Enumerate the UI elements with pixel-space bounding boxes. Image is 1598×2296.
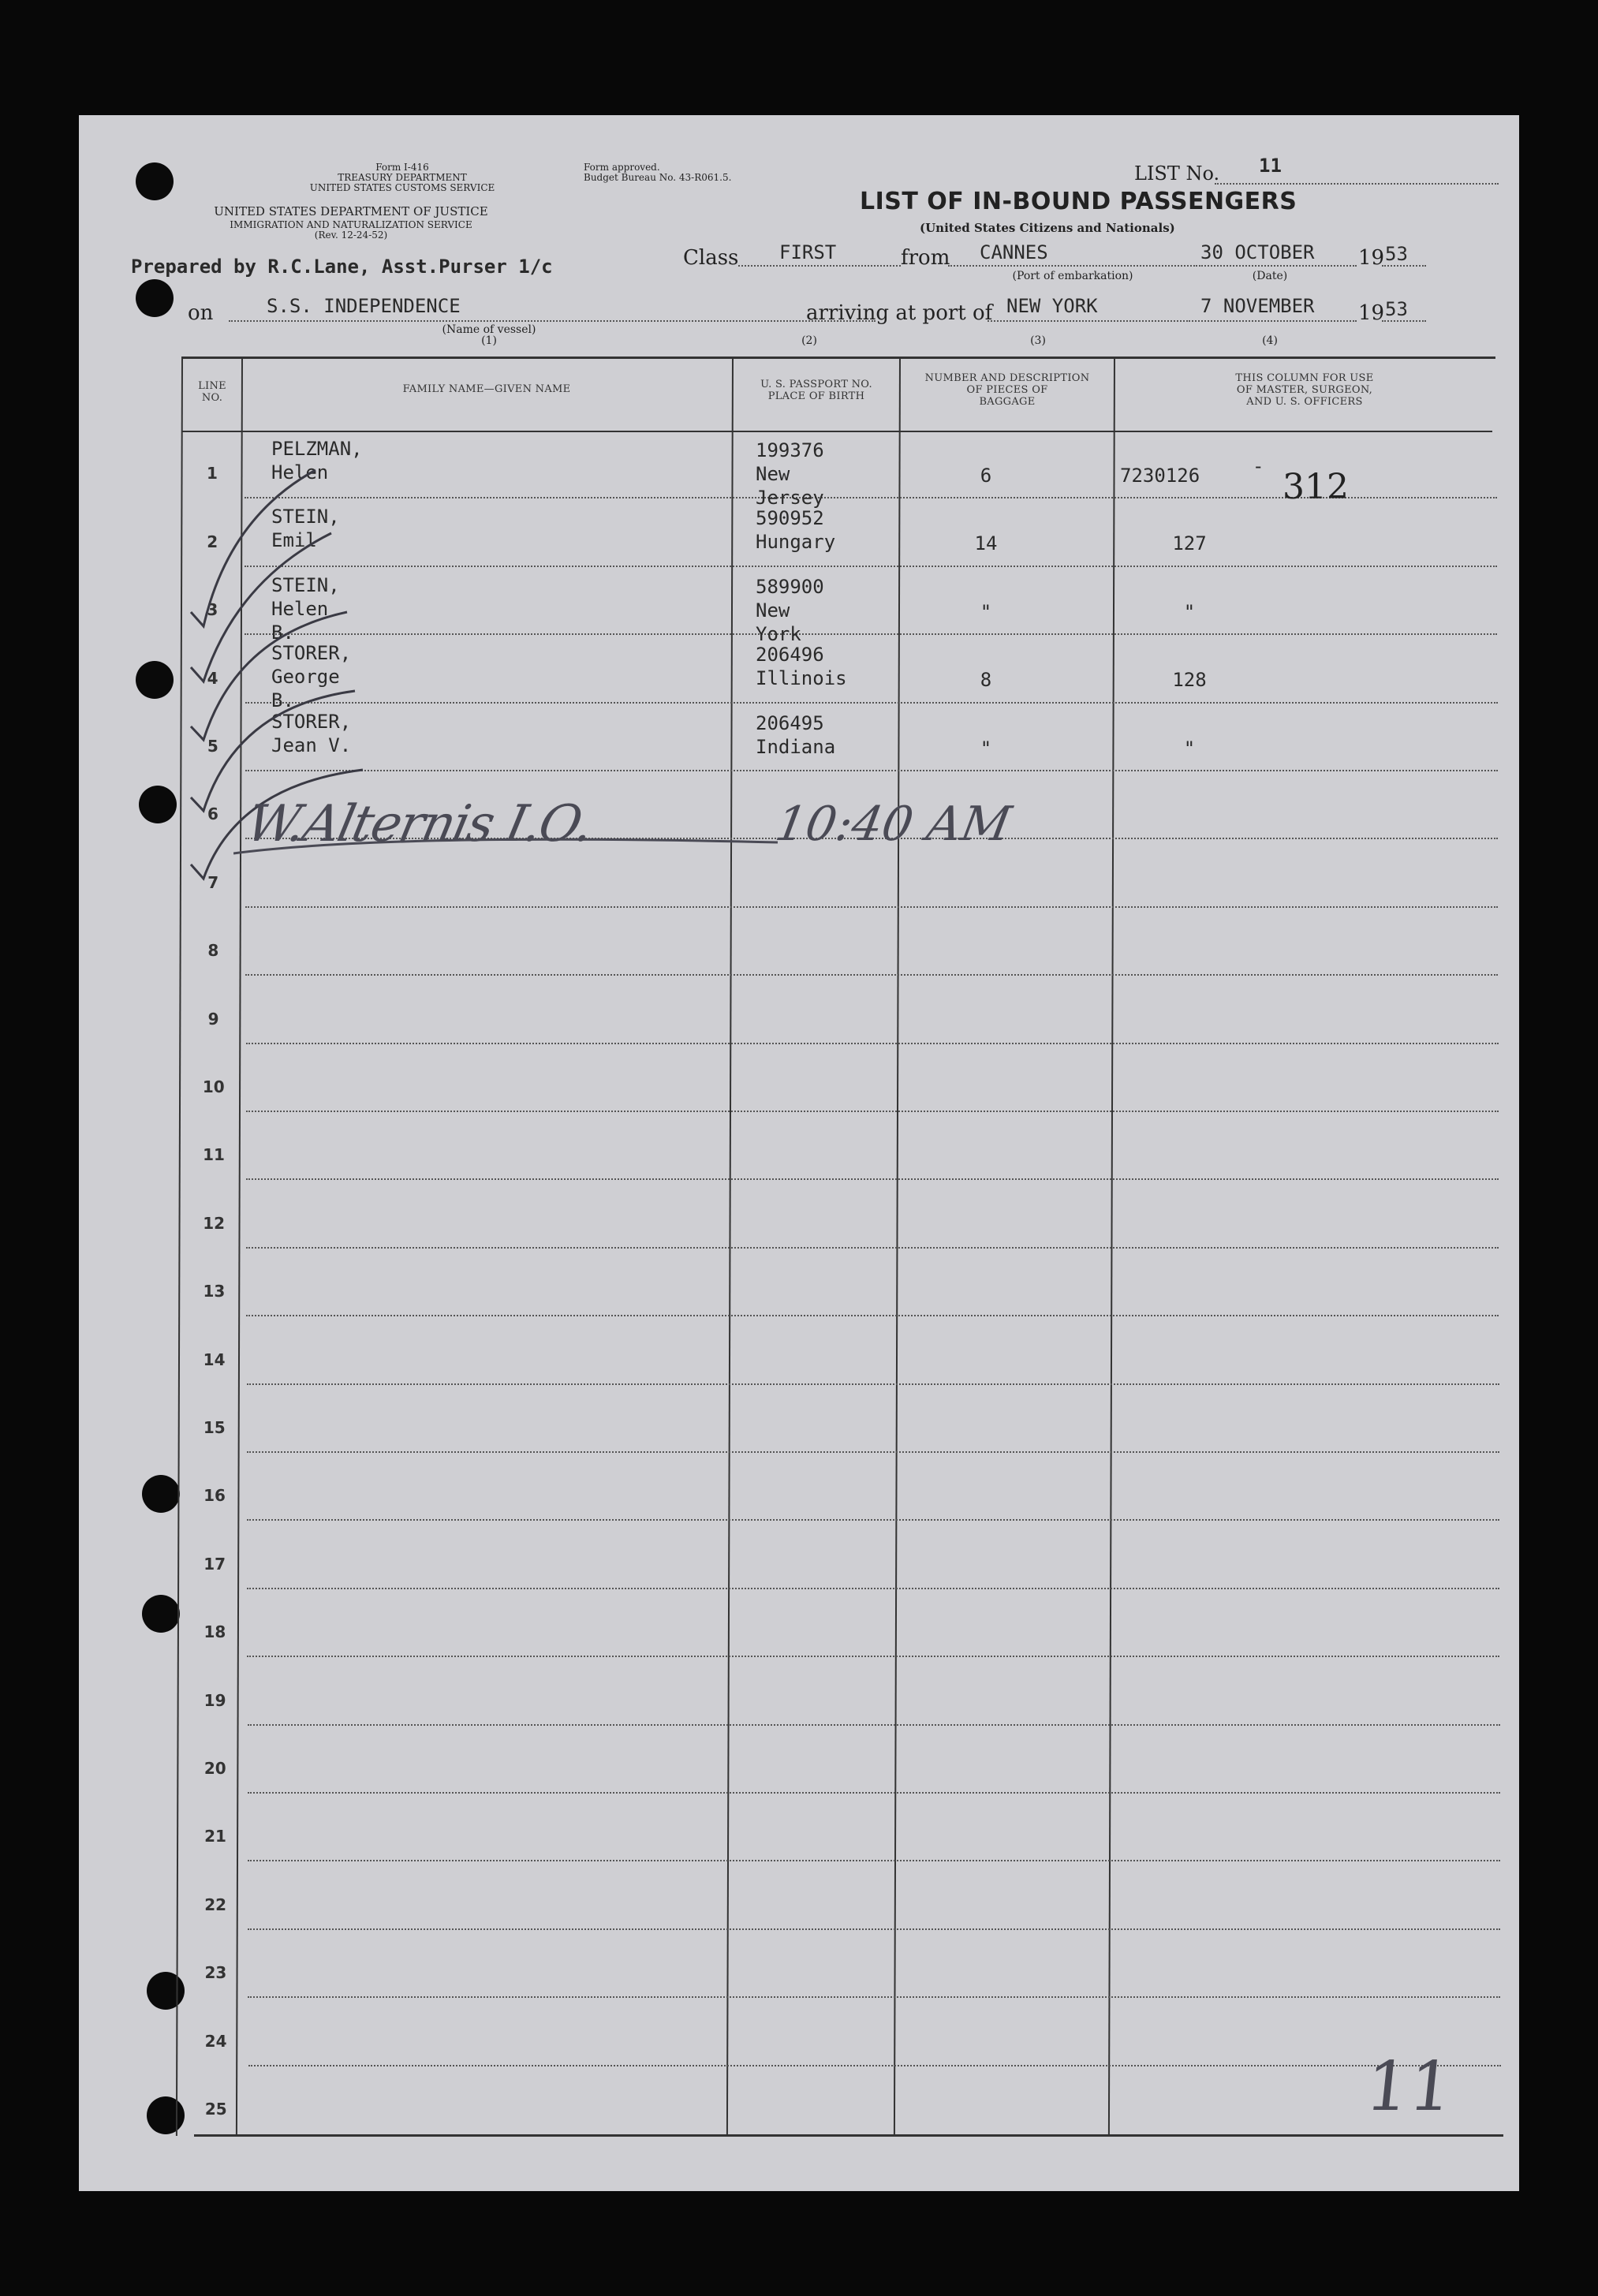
prepared-by: Prepared by R.C.Lane, Asst.Purser 1/c — [131, 256, 553, 278]
baggage-count: 6 — [980, 465, 992, 487]
line-number: 16 — [203, 1486, 226, 1506]
port-of-arrival: NEW YORK — [1006, 295, 1098, 317]
inspector-signature: W.Alternis I.O. — [241, 795, 598, 853]
baggage-count: 8 — [980, 669, 992, 692]
row-rule — [248, 1860, 1500, 1861]
col3-caption: (3) — [1030, 334, 1046, 347]
form-revision: (Rev. 12-24-52) — [314, 230, 388, 241]
date-line — [1199, 265, 1357, 267]
class-line — [738, 265, 901, 267]
binder-hole — [147, 2096, 185, 2134]
row-rule — [245, 906, 1498, 908]
embark-year: 53 — [1385, 243, 1408, 265]
passport-number: 590952 — [756, 507, 824, 530]
line-number: 5 — [207, 737, 218, 756]
embark-line — [948, 265, 1197, 267]
line-number: 17 — [203, 1554, 226, 1574]
passport-number: 589900 — [756, 575, 824, 598]
passport-number: 206496 — [756, 644, 824, 666]
baggage-count: " — [980, 600, 992, 623]
page-subtitle: (United States Citizens and Nationals) — [920, 221, 1175, 235]
list-no-line — [1215, 183, 1499, 185]
form-number: Form I-416 — [375, 162, 429, 173]
place-of-birth: Indiana — [756, 735, 836, 758]
line-number: 14 — [203, 1350, 226, 1369]
header-baggage: NUMBER AND DESCRIPTION OF PIECES OF BAGGAGE — [924, 372, 1090, 408]
row-rule — [246, 1178, 1499, 1180]
officer-mark: - — [1253, 455, 1264, 477]
arriving-label: arriving at port of — [806, 301, 993, 325]
passport-number: 206495 — [756, 711, 824, 734]
class-label: Class — [683, 246, 739, 270]
row-rule — [246, 1043, 1499, 1044]
signature-underline — [233, 825, 786, 857]
line-number: 11 — [203, 1145, 225, 1165]
year-line — [1382, 265, 1426, 267]
list-no-label: LIST No. — [1134, 162, 1220, 185]
row-rule — [247, 1451, 1499, 1453]
row-rule — [247, 1588, 1499, 1589]
line-number: 18 — [203, 1622, 226, 1642]
binder-hole — [147, 1972, 185, 2010]
table-top-rule — [181, 357, 1495, 359]
table-bottom-rule — [194, 2134, 1503, 2137]
baggage-count: 14 — [974, 532, 998, 555]
line-number: 13 — [203, 1282, 226, 1301]
inspection-time: 10:40 AM — [771, 797, 1015, 852]
place-of-birth: New Jersey — [756, 463, 824, 509]
page-title: LIST OF IN-BOUND PASSENGERS — [860, 188, 1297, 215]
line-number: 4 — [207, 668, 218, 688]
row-rule — [247, 1519, 1499, 1521]
line-number: 24 — [204, 2031, 227, 2051]
officer-entry: 127 — [1172, 532, 1207, 555]
row-rule — [248, 1996, 1500, 1998]
department-of-justice: UNITED STATES DEPARTMENT OF JUSTICE — [214, 204, 488, 218]
ins-service: IMMIGRATION AND NATURALIZATION SERVICE — [230, 219, 472, 230]
embark-caption: (Port of embarkation) — [1012, 270, 1133, 282]
line-number: 6 — [207, 805, 218, 824]
list-no-value: 11 — [1259, 155, 1282, 177]
passenger-name: PELZMAN, Helen — [271, 438, 363, 483]
passenger-name: STEIN, Helen B. — [271, 573, 340, 644]
arrival-year-line — [1382, 320, 1426, 322]
passenger-name: STEIN, Emil — [271, 506, 340, 552]
line-number: 9 — [207, 1009, 219, 1029]
corner-mark: 11 — [1361, 2048, 1457, 2126]
row-rule — [245, 770, 1498, 771]
line-number: 8 — [207, 941, 219, 961]
officer-entry: " — [1183, 600, 1196, 623]
budget-bureau: Budget Bureau No. 43-R061.5. — [584, 172, 732, 183]
row-rule — [245, 566, 1497, 567]
place-of-birth: Illinois — [756, 667, 847, 690]
header-officers: THIS COLUMN FOR USE OF MASTER, SURGEON, AND U. S. OFFICERS — [1235, 372, 1374, 408]
row-rule — [247, 1656, 1499, 1657]
vessel-line — [229, 320, 876, 322]
line-number: 7 — [207, 872, 219, 892]
form-approved: Form approved. — [584, 162, 660, 173]
vessel-name: S.S. INDEPENDENCE — [267, 295, 461, 317]
arrival-year: 53 — [1385, 298, 1408, 320]
binder-hole — [136, 279, 174, 317]
binder-hole — [136, 661, 174, 699]
col4-caption: (4) — [1262, 334, 1278, 347]
on-label: on — [188, 301, 214, 325]
binder-hole — [139, 786, 177, 823]
col2-caption: (2) — [801, 334, 817, 347]
binder-hole — [142, 1475, 180, 1513]
arrival-date-line — [1186, 320, 1357, 322]
baggage-count: " — [980, 737, 992, 760]
line-number: 10 — [202, 1077, 225, 1096]
treasury-department: TREASURY DEPARTMENT — [338, 172, 467, 183]
line-number: 22 — [204, 1895, 227, 1914]
row-rule — [245, 633, 1497, 635]
header-name: FAMILY NAME—GIVEN NAME — [402, 383, 571, 395]
row-rule — [248, 1928, 1500, 1930]
line-number: 3 — [207, 600, 218, 620]
arrival-port-line — [988, 320, 1185, 322]
line-number: 1 — [207, 464, 218, 483]
row-rule — [246, 1247, 1499, 1249]
place-of-birth: New York — [756, 599, 801, 645]
line-number: 25 — [204, 2100, 227, 2119]
header-line-no: LINE NO. — [198, 380, 226, 404]
officer-entry: 128 — [1172, 669, 1207, 692]
stamp-number: 312 — [1283, 467, 1349, 507]
line-number: 19 — [203, 1690, 226, 1710]
vessel-caption: (Name of vessel) — [442, 323, 536, 336]
year-prefix: 19 — [1358, 246, 1385, 270]
line-number: 2 — [207, 532, 218, 551]
row-rule — [246, 1315, 1499, 1316]
document-page — [79, 115, 1519, 2191]
passenger-name: STORER, George B. — [271, 642, 352, 712]
officer-entry: 7230126 — [1120, 465, 1200, 487]
row-rule — [245, 702, 1498, 704]
checkmark-icon — [191, 470, 315, 626]
checkmark-icon — [191, 533, 331, 681]
binder-hole — [142, 1595, 180, 1633]
line-number: 21 — [204, 1827, 226, 1846]
line-number: 15 — [203, 1418, 226, 1437]
class-value: FIRST — [779, 241, 837, 263]
officer-entry: " — [1183, 737, 1196, 760]
from-label: from — [901, 246, 950, 270]
port-of-embarkation: CANNES — [980, 241, 1048, 263]
place-of-birth: Hungary — [756, 531, 836, 554]
row-rule — [246, 1111, 1499, 1112]
passport-number: 199376 — [756, 439, 824, 461]
customs-service: UNITED STATES CUSTOMS SERVICE — [309, 182, 495, 193]
embark-date: 30 OCTOBER — [1200, 241, 1315, 263]
date-caption: (Date) — [1252, 270, 1288, 282]
row-rule — [248, 2065, 1501, 2066]
arrival-date: 7 NOVEMBER — [1200, 295, 1315, 317]
col1-caption: (1) — [481, 334, 497, 347]
arrival-year-prefix: 19 — [1358, 301, 1385, 325]
line-number: 12 — [203, 1213, 226, 1233]
row-rule — [245, 974, 1498, 976]
line-number: 23 — [204, 1963, 227, 1983]
row-rule — [248, 1724, 1500, 1726]
line-number: 20 — [203, 1759, 226, 1778]
header-passport: U. S. PASSPORT NO. PLACE OF BIRTH — [760, 379, 872, 402]
binder-hole — [136, 162, 174, 200]
passenger-name: STORER, Jean V. — [271, 710, 352, 756]
row-rule — [247, 1383, 1499, 1385]
row-rule — [248, 1792, 1500, 1794]
